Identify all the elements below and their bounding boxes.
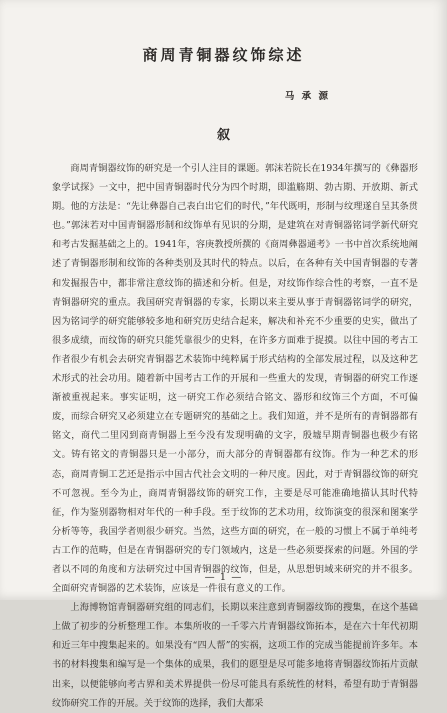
- body-text: [52, 159, 418, 713]
- author-name: 马 承 源: [284, 91, 330, 102]
- section-heading: 叙: [216, 128, 230, 143]
- paragraph: 上海博物馆青铜器研究组的同志们，长期以来注意到青铜器纹饰的搜集，在这个基础上做了初步的分析整理工作。本集所收的一千零六片青铜器纹饰拓本，是在六十年代初期和近三年中搜集起来的。如果没有“四人帮”的实祸，这项工作的完成当能提前许多年。本书的材料搜集和编写是一个集体的成果，我们的愿望是尽可能多地将青铜器纹饰拓片贡献出来，以便能够向考古界和美术界提供一份尽可能具有系统性的材料，希望有助于青铜器纹饰研究工作的开展。关于纹饰的选择，我们大都采: [52, 602, 418, 709]
- document-title: 商周青铜器纹饰综述: [142, 46, 305, 64]
- paragraph: 商周青铜器纹饰的研究是一个引人注目的课题。郭沫若院长在1934年撰写的《彝器形象学试探》一文中，把中国青铜器时代分为四个时期，即滥觞期、勃古期、开放期、新式期。他的方法是：“先让彝器自己表白出它们的时代，”年代既明，形制与纹理遂自呈其条贯也。”郭沫若对中国青铜器形制和纹饰单有见识的分期，是建筑在对青铜器铭词学新代研究和考古发掘基础之上的。1941年，容庚教授所撰的《商周彝器通考》一书中首次系统地阐述了青铜器形制和纹饰的各种类别及其时代的特点。以后，在各种有关中国青铜器的专著和发掘报告中，都非常注意纹饰的描述和分析。但是，对纹饰作综合性的考察，一直不是青铜器研究的重点。我国研究青铜器的专家，长期以来主要从事于青铜器铭词学的研究，因为铭词学的研究能够较多地和研究历史结合起来，解决和补充不少重要的史实，做出了很多成绩，而纹饰的研究只能凭靠很少的史料，在许多方面难于捉摸。以往中国的考古工作者很少有机会去研究青铜器艺术装饰中纯粹属于形式结构的全部发展过程，以及这种艺术形式的社会功用。随着新中国考古工作的开展和一些重大的发现，青铜器的研究工作逐渐被重视起来。事实证明，这一研究工作必须结合铭文、器形和纹饰三个方面，不可偏废，而综合研究又必须建立在专题研究的基础之上。我们知道，并不是所有的青铜器都有铭文，商代二里冈到商青铜器上至今没有发现明确的文字，殷墟早期青铜器也极少有铭文。铸有铭文的青铜器只是一小部分，而大部分的青铜器都有纹饰。作为一种艺术的形态，商周青铜工艺还是指示中国古代社会文明的一种尺度。因此，对于青铜器纹饰的研究不可忽视。至今为止，商周青铜器纹饰的研究工作，主要是尽可能准确地描认其时代特征，作为鉴别器物相对年代的一种手段。至于纹饰的艺术功用，纹饰演变的很深和图案学分析等等，我国学者则很少研究。当然，这些方面的研究，在一般的习惯上不属于单纯考古工作的范畴，但是在青铜器研究的专门领域内，这是一些必须要探索的问题。外国的学者以不同的角度和方法研究过中国青铜器的纹饰，但是，从思想钥域来研究的并不很多。全面研究青铜器的艺术装饰，应该是一件很有意义的工作。: [52, 163, 418, 595]
- page-number: — 1 —: [204, 572, 243, 583]
